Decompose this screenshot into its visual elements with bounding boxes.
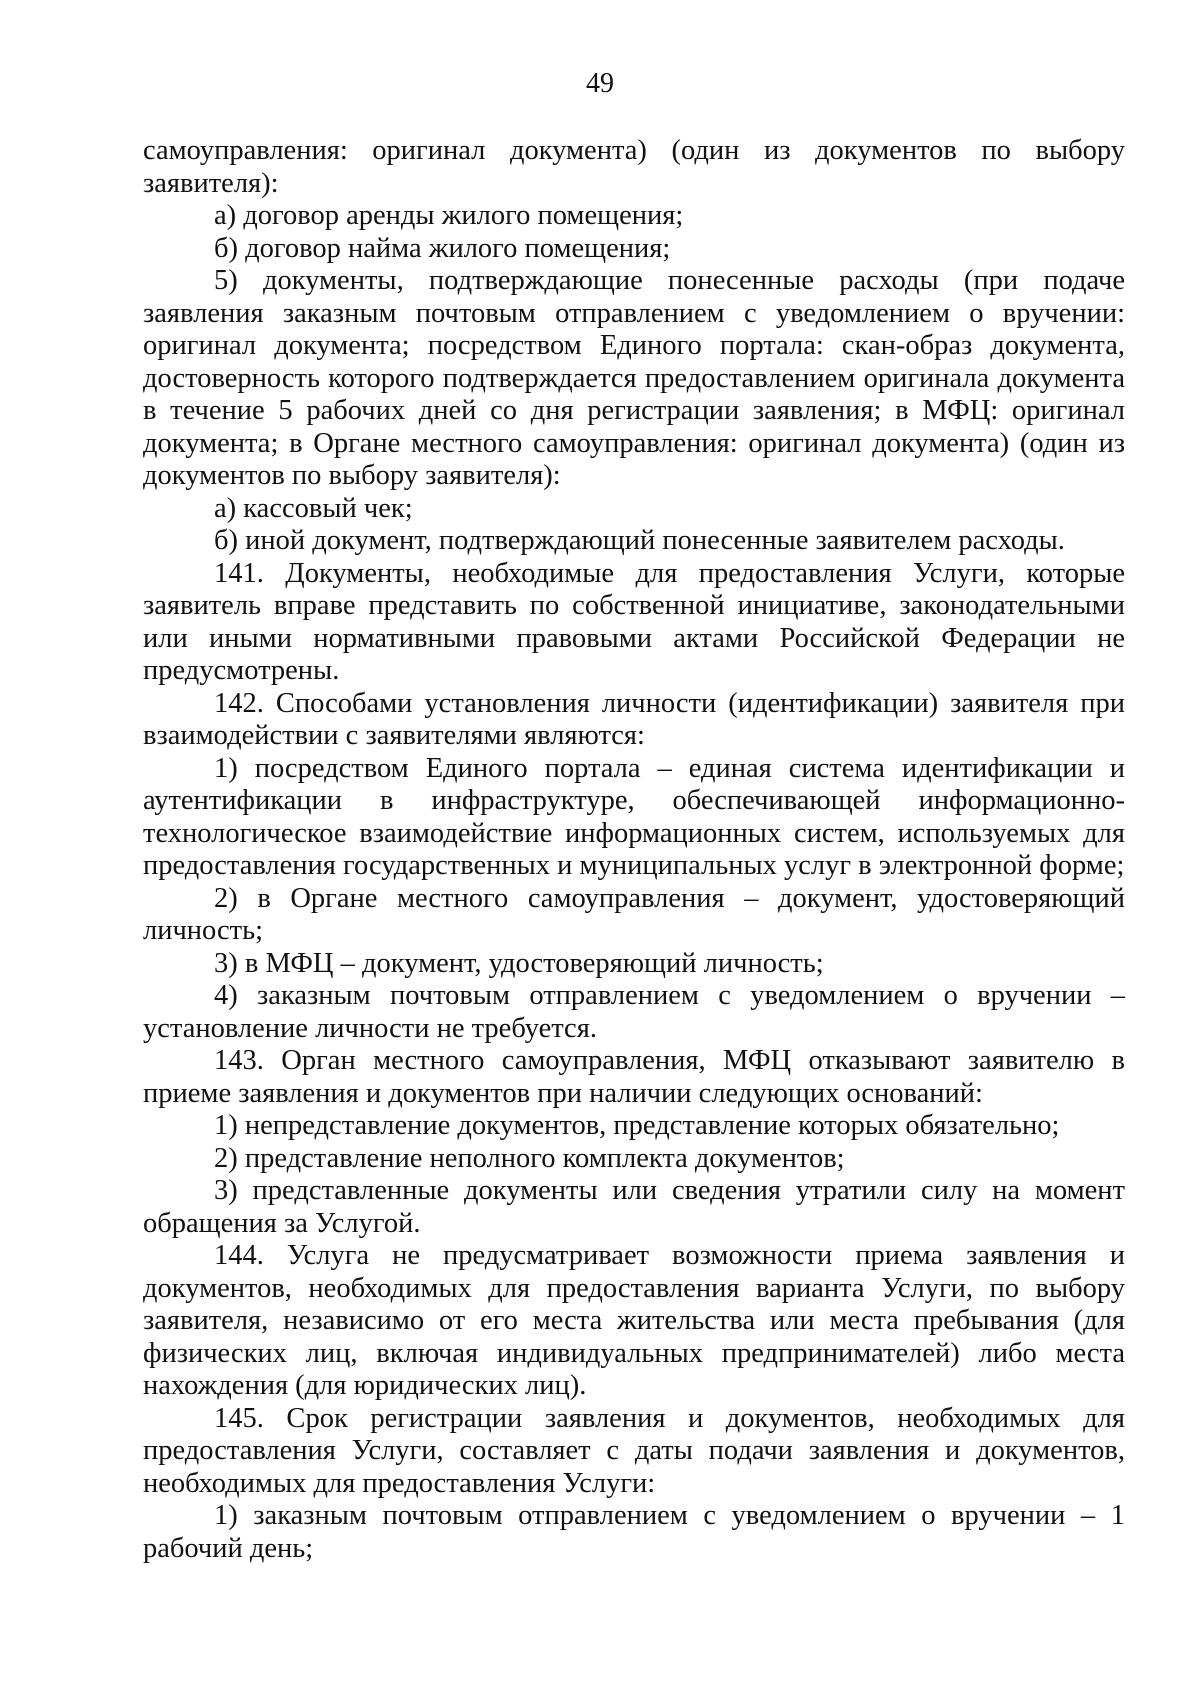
page-number: 49	[586, 68, 614, 99]
paragraph: 2) в Органе местного самоуправления – документ, удостоверяющий личность;	[143, 882, 1125, 946]
paragraph: б) иной документ, подтверждающий понесенные заявителем расходы.	[214, 525, 1065, 556]
paragraph: 3) представленные документы или сведения утратили силу на момент обращения за Услугой.	[143, 1175, 1125, 1239]
paragraph: самоуправления: оригинал документа) (один из документов по выбору заявителя):	[143, 135, 1125, 199]
paragraph: 4) заказным почтовым отправлением с уведомлением о вручении – установление личности не требуется.	[143, 980, 1125, 1044]
paragraph: 145. Срок регистрации заявления и документов, необходимых для предоставления Услуги, составляет с даты подачи заявления и документов, необходимых для предоставления Услуги:	[143, 1402, 1125, 1499]
paragraph: б) договор найма жилого помещения;	[214, 232, 671, 264]
paragraph: а) кассовый чек;	[214, 492, 413, 524]
paragraph: а) договор аренды жилого помещения;	[214, 200, 684, 231]
paragraph: 1) заказным почтовым отправлением с уведомлением о вручении – 1 рабочий день;	[143, 1500, 1125, 1564]
paragraph: 2) представление неполного комплекта документов;	[214, 1142, 845, 1174]
paragraph: 1) посредством Единого портала – единая система идентификации и аутентификации в инфраструктуре, обеспечивающей информационно-технологическое взаимодействие информационных систем, используемых для предоставления государственных и муниципальных услуг в электронной форме;	[143, 752, 1125, 881]
paragraph: 144. Услуга не предусматривает возможности приема заявления и документов, необходимых для предоставления варианта Услуги, по выбору заявителя, независимо от его места жительства или места пребывания (для физических лиц, включая индивидуальных предпринимателей) либо места нахождения (для юридических лиц).	[143, 1240, 1125, 1401]
paragraph: 5) документы, подтверждающие понесенные расходы (при подаче заявления заказным почтовым отправлением с уведомлением о вручении: оригинал документа; посредством Единого портала: скан-образ документа, достоверность которого подтверждается предоставлением оригинала документа в течение 5 рабочих дней со дня регистрации заявления; в МФЦ: оригинал документа; в Органе местного самоуправления: оригинал документа) (один из документов по выбору заявителя):	[143, 265, 1125, 491]
paragraph: 3) в МФЦ – документ, удостоверяющий личность;	[214, 947, 824, 979]
paragraph: 142. Способами установления личности (идентификации) заявителя при взаимодействии с заявителями являются:	[143, 687, 1125, 751]
paragraph: 143. Орган местного самоуправления, МФЦ отказывают заявителю в приеме заявления и документов при наличии следующих оснований:	[143, 1045, 1125, 1109]
paragraph: 141. Документы, необходимые для предоставления Услуги, которые заявитель вправе представить по собственной инициативе, законодательными или иными нормативными правовыми актами Российской Федерации не предусмотрены.	[143, 557, 1125, 686]
document-body	[143, 135, 1125, 1565]
paragraph: 1) непредставление документов, представление которых обязательно;	[214, 1110, 1060, 1141]
